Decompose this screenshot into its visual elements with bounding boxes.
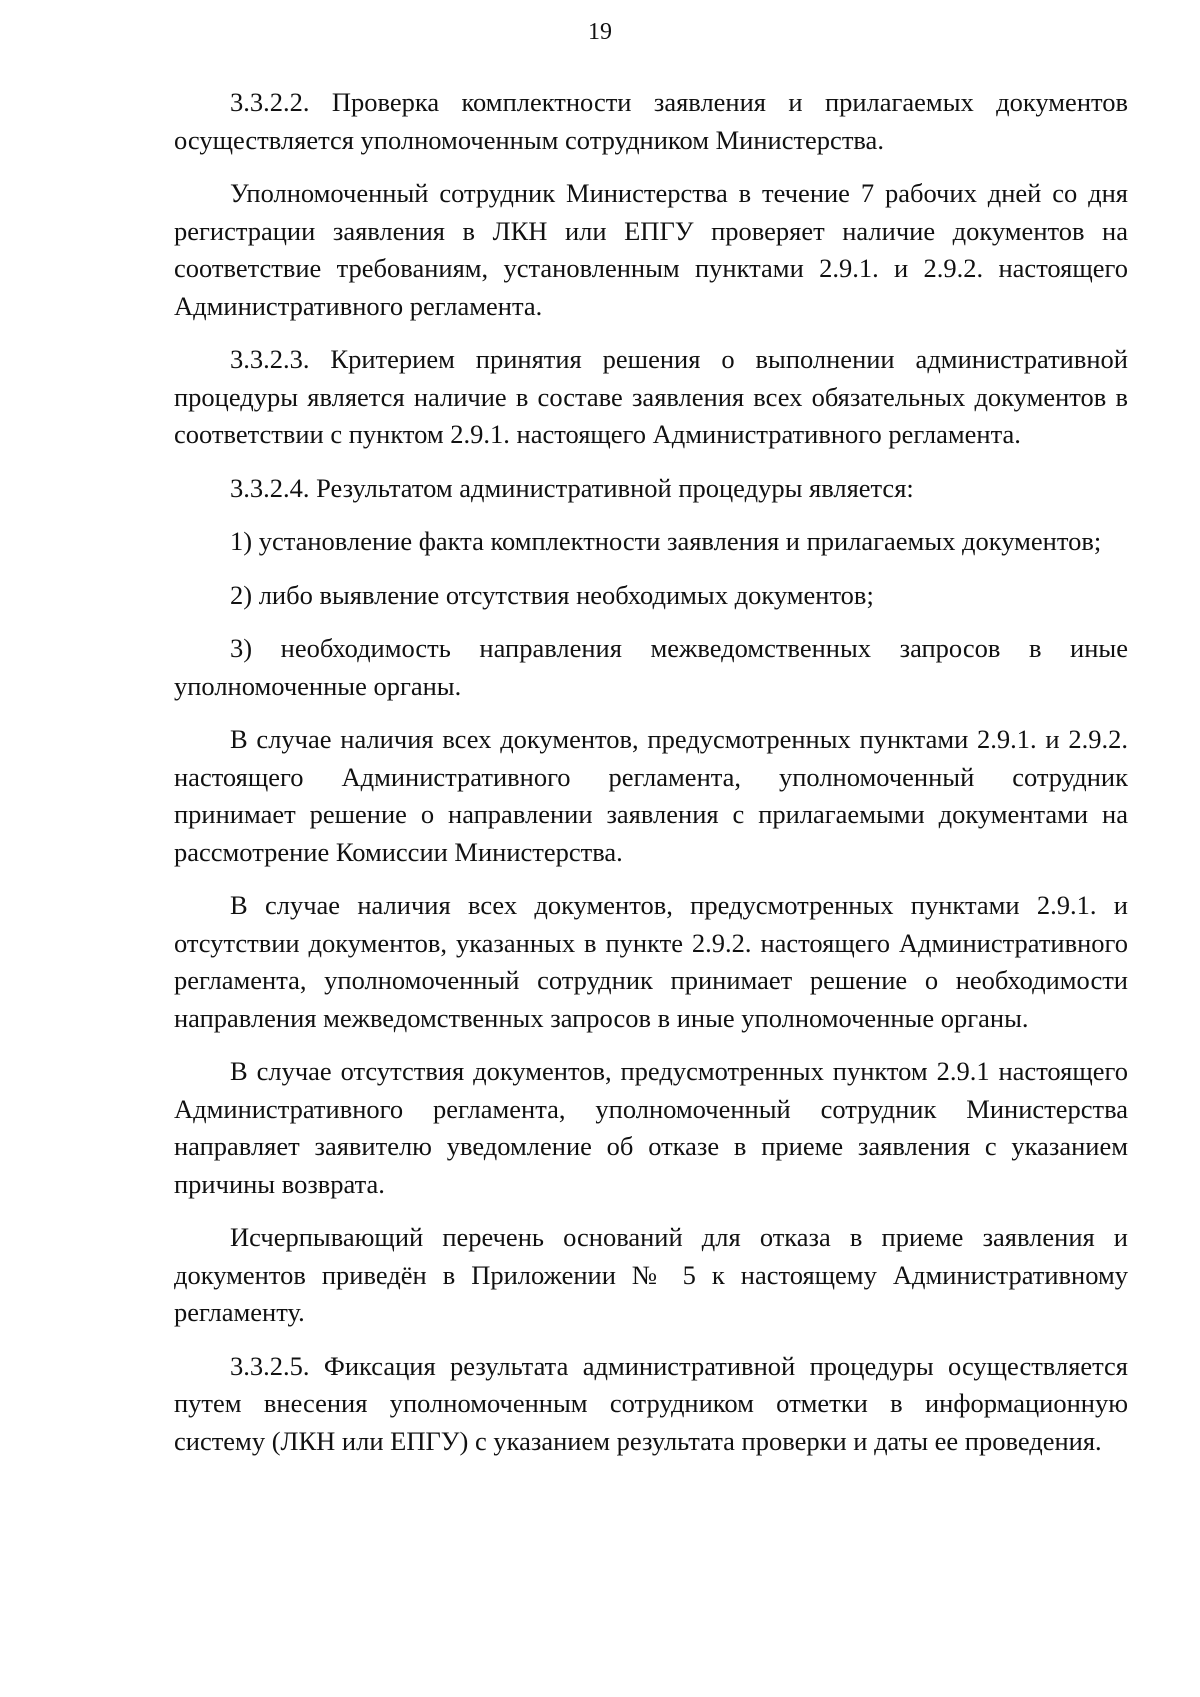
- paragraph-3-3-2-2: 3.3.2.2. Проверка комплектности заявления и прилагаемых документов осуществляется уполномоченным сотрудником Министерства.: [174, 87, 1128, 155]
- list-item-1: 1) установление факта комплектности заявления и прилагаемых документов;: [230, 526, 1102, 556]
- list-item-3: 3) необходимость направления межведомственных запросов в иные уполномоченные органы.: [174, 633, 1128, 701]
- paragraph-3-3-2-5: 3.3.2.5. Фиксация результата административной процедуры осуществляется путем внесения уполномоченным сотрудником отметки в информационную систему (ЛКН или ЕПГУ) с указанием результата проверки и даты ее проведения.: [174, 1350, 1128, 1456]
- list-item-2: 2) либо выявление отсутствия необходимых документов;: [230, 579, 874, 610]
- page-number: 19: [588, 19, 612, 45]
- paragraph-interagency-requests: В случае наличия всех документов, предусмотренных пунктами 2.9.1. и отсутствии документов, указанных в пункте 2.9.2. настоящего Административного регламента, уполномоченный сотрудник принимает решение о необходимости направления межведомственных запросов в иные уполномоченные органы.: [174, 890, 1128, 1033]
- paragraph-all-documents-present: В случае наличия всех документов, предусмотренных пунктами 2.9.1. и 2.9.2. настоящего Административного регламента, уполномоченный сотрудник принимает решение о направлении заявления с прилагаемыми документами на рассмотрение Комиссии Министерства.: [174, 724, 1128, 867]
- document-body: [174, 84, 1128, 1476]
- paragraph-refusal-grounds: Исчерпывающий перечень оснований для отказа в приеме заявления и документов приведён в Приложении № 5 к настоящему Административному регламенту.: [174, 1222, 1128, 1327]
- paragraph-verification-term: Уполномоченный сотрудник Министерства в течение 7 рабочих дней со дня регистрации заявления в ЛКН или ЕПГУ проверяет наличие документов на соответствие требованиям, установленным пунктами 2.9.1. и 2.9.2. настоящего Административного регламента.: [174, 178, 1128, 321]
- paragraph-refusal-notice: В случае отсутствия документов, предусмотренных пунктом 2.9.1 настоящего Административного регламента, уполномоченный сотрудник Министерства направляет заявителю уведомление об отказе в приеме заявления с указанием причины возврата.: [174, 1056, 1128, 1199]
- paragraph-3-3-2-4: 3.3.2.4. Результатом административной процедуры является:: [230, 472, 914, 503]
- paragraph-3-3-2-3: 3.3.2.3. Критерием принятия решения о выполнении административной процедуры является наличие в составе заявления всех обязательных документов в соответствии с пунктом 2.9.1. настоящего Административного регламента.: [174, 344, 1128, 449]
